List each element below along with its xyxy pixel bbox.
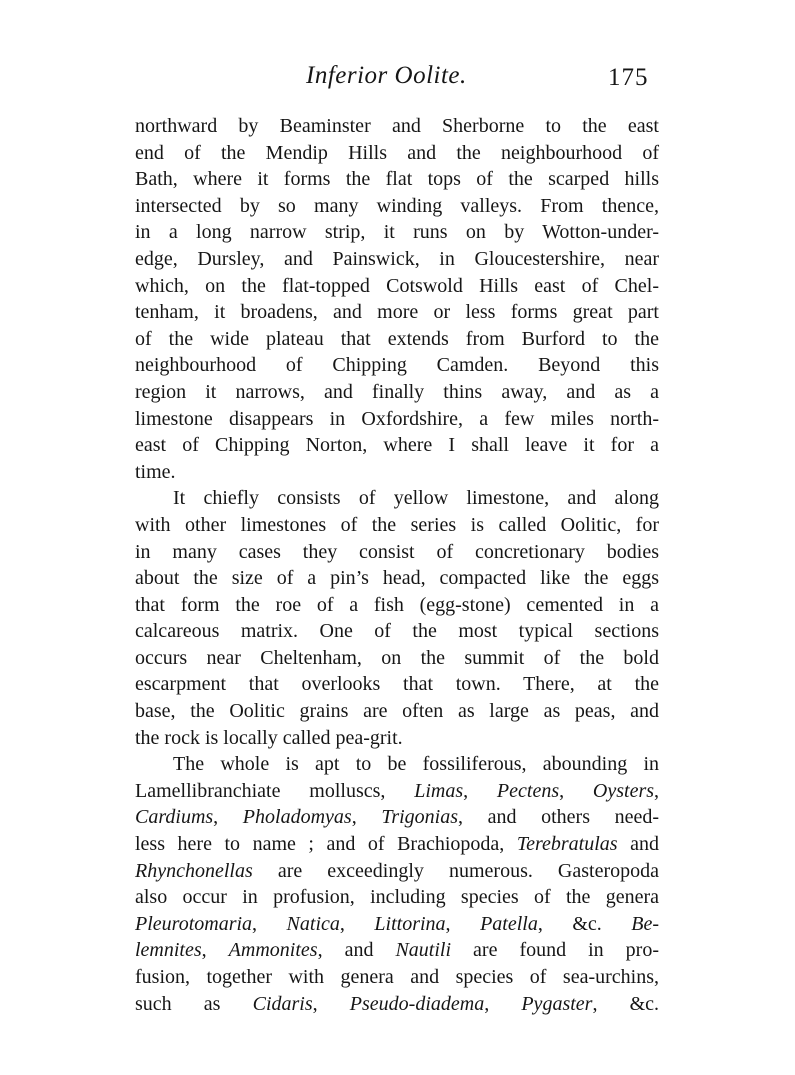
text-line: Rhynchonellas are exceedingly numerous. Gasteropoda [135, 859, 659, 882]
text-line: region it narrows, and finally thins away, and as a [135, 380, 659, 403]
text-line: calcareous matrix. One of the most typical sections [135, 620, 659, 643]
italic-term: Rhynchonellas [135, 859, 253, 882]
italic-term: Nautili [395, 939, 452, 962]
running-head [0, 62, 795, 96]
text-line: lemnites, Ammonites, and Nautili are found in pro- [135, 939, 660, 962]
text-line: in a long narrow strip, it runs on by Wotton-under- [135, 221, 659, 244]
text-line: northward by Beaminster and Sherborne to the east [135, 115, 659, 137]
text-line: with other limestones of the series is called Oolitic, for [135, 513, 659, 536]
text-line: limestone disappears in Oxfordshire, a few miles north- [135, 407, 659, 430]
italic-term: lemnites [135, 939, 202, 962]
text-line: time. [135, 460, 176, 483]
italic-term: Pholadomyas [242, 806, 352, 829]
italic-term: Natica [286, 912, 340, 935]
italic-term: Pygaster [521, 992, 593, 1015]
italic-term: Cidaris [252, 992, 313, 1015]
text-line: tenham, it broadens, and more or less forms great part [135, 301, 659, 324]
text-line: which, on the flat-topped Cotswold Hills east of Chel- [135, 274, 659, 297]
paragraph [135, 485, 659, 751]
text-line: Bath, where it forms the flat tops of the scarped hills [135, 168, 659, 191]
running-title: Inferior Oolite. [306, 62, 467, 89]
italic-term: Pectens [496, 779, 560, 802]
text-line: east of Chipping Norton, where I shall leave it for a [135, 434, 659, 457]
italic-term: Pseudo-diadema [349, 992, 485, 1015]
body-text [135, 113, 659, 1017]
italic-term: Cardiums [135, 806, 214, 829]
italic-term: Littorina [374, 912, 446, 935]
text-line: base, the Oolitic grains are often as large as peas, and [135, 700, 659, 723]
text-line: end of the Mendip Hills and the neighbourhood of [135, 141, 659, 164]
text-line: occurs near Cheltenham, on the summit of the bold [135, 646, 659, 669]
text-line: intersected by so many winding valleys. From thence, [135, 194, 659, 217]
text-line: neighbourhood of Chipping Camden. Beyond this [135, 354, 659, 377]
paragraph [135, 751, 659, 1017]
text-line: Cardiums, Pholadomyas, Trigonias, and others need- [135, 806, 660, 829]
italic-term: Oysters [592, 779, 655, 802]
text-line: It chiefly consists of yellow limestone, and along [173, 487, 659, 510]
text-line: the rock is locally called pea-grit. [135, 726, 403, 749]
italic-term: Pleurotomaria [135, 912, 253, 935]
italic-term: Ammonites [228, 939, 318, 962]
text-line: that form the roe of a fish (egg-stone) cemented in a [135, 593, 659, 616]
text-line: The whole is apt to be fossiliferous, abounding in [173, 753, 659, 776]
text-line: such as Cidaris, Pseudo-diadema, Pygaster, &c. [135, 992, 660, 1015]
italic-term: Patella [480, 912, 538, 935]
page-number: 175 [608, 64, 649, 91]
text-line: in many cases they consist of concretionary bodies [135, 540, 659, 563]
italic-term: Trigonias [381, 806, 459, 829]
paragraph [135, 113, 659, 485]
italic-term: Terebratulas [516, 833, 618, 856]
text-line: escarpment that overlooks that town. There, at the [135, 673, 659, 696]
text-line: Lamellibranchiate molluscs, Limas, Pectens, Oysters, [135, 779, 660, 802]
text-line: fusion, together with genera and species of sea-urchins, [135, 966, 659, 988]
italic-term: Limas [414, 779, 464, 802]
text-line: of the wide plateau that extends from Burford to the [135, 327, 659, 350]
text-line: also occur in profusion, including species of the genera [135, 886, 659, 909]
text-line: about the size of a pin’s head, compacted like the eggs [135, 567, 659, 590]
text-line: edge, Dursley, and Painswick, in Gloucestershire, near [135, 247, 659, 270]
italic-term: Be- [631, 912, 660, 935]
text-line: less here to name ; and of Brachiopoda, Terebratulas and [135, 833, 659, 856]
text-line: Pleurotomaria, Natica, Littorina, Patella, &c. Be- [135, 912, 660, 935]
